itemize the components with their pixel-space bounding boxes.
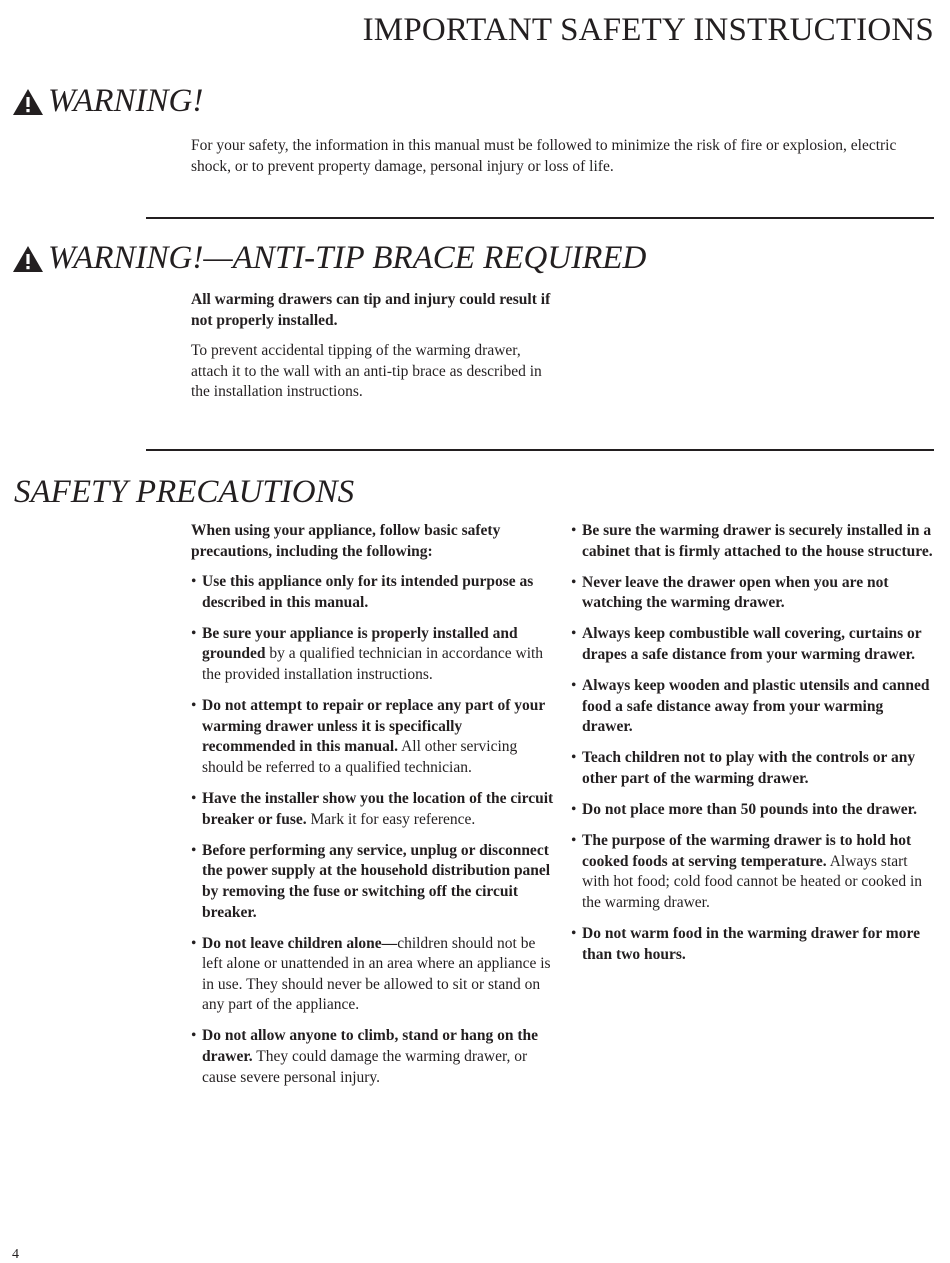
precautions-left-column [191,521,557,1099]
precaution-bold-text: Do not warm food in the warming drawer for more than two hours. [582,925,920,963]
anti-tip-warning-heading [12,240,646,277]
warning-text: For your safety, the information in this manual must be followed to minimize the risk of fire or explosion, electric shock, or to prevent property damage, personal injury or loss of life. [191,137,897,175]
precaution-item [571,831,935,913]
precautions-list-left [191,572,557,1088]
precaution-text: Mark it for easy reference. [306,810,476,828]
precaution-text: by a qualified technician in accordance with the provided installation instructions. [202,645,544,684]
precautions-intro: When using your appliance, follow basic safety precautions, including the following: [191,522,501,560]
precaution-item [191,624,557,686]
precaution-bold-text: Before performing any service, unplug or disconnect the power supply at the household distribution panel by removing the fuse or switching off the circuit breaker. [202,841,551,921]
precaution-item [191,696,557,778]
precaution-bold-text: Always keep wooden and plastic utensils and canned food a safe distance away from your warming drawer. [582,677,930,736]
section-title: SAFETY PRECAUTIONS [14,474,355,510]
anti-tip-warning-body [191,290,561,403]
precaution-text: All other servicing should be referred to a qualified technician. [202,738,518,776]
anti-tip-warning-title: WARNING!—ANTI-TIP BRACE REQUIRED [48,240,647,276]
precaution-text: Always start with hot food; cold food cannot be heated or cooked in the warming drawer. [582,852,923,911]
anti-tip-bold-text: All warming drawers can tip and injury could result if not properly installed. [191,291,551,329]
warning-title: WARNING! [48,83,204,119]
precaution-item [571,800,935,821]
precaution-item [571,521,935,562]
precaution-bold-text: Do not place more than 50 pounds into the drawer. [582,801,917,819]
precaution-bold-text: Use this appliance only for its intended purpose as described in this manual. [202,573,534,611]
precaution-item [571,573,935,614]
precaution-item [191,1026,557,1088]
page-number: 4 [12,1247,19,1262]
precaution-text: They could damage the warming drawer, or cause severe personal injury. [202,1048,528,1086]
warning-triangle-icon [12,88,44,116]
precaution-item [571,924,935,965]
precaution-item [191,789,557,830]
precaution-bold-text: Do not leave children alone— [202,934,398,952]
precautions-right-column [571,521,935,976]
precaution-bold-text: Be sure your appliance is properly installed and grounded [202,624,518,663]
precaution-item [191,934,557,1016]
section-divider [146,217,934,219]
page-title: IMPORTANT SAFETY INSTRUCTIONS [362,12,934,48]
precaution-bold-text: Teach children not to play with the controls or any other part of the warming drawer. [582,749,916,787]
section-divider [146,449,934,451]
precaution-bold-text: Have the installer show you the location of the circuit breaker or fuse. [202,790,554,828]
precaution-item [571,676,935,738]
precaution-bold-text: Be sure the warming drawer is securely installed in a cabinet that is firmly attached to the house structure. [582,522,933,560]
precaution-bold-text: The purpose of the warming drawer is to hold hot cooked foods at serving temperature. [582,832,912,870]
precaution-bold-text: Do not attempt to repair or replace any part of your warming drawer unless it is specifically recommended in this manual. [202,697,545,756]
precaution-item [191,841,557,923]
precaution-text: children should not be left alone or unattended in an area where an appliance is in use. They should never be allowed to sit or stand on any part of the appliance. [202,934,551,1014]
precaution-bold-text: Never leave the drawer open when you are not watching the warming drawer. [582,573,889,612]
precaution-bold-text: Always keep combustible wall covering, curtains or drapes a safe distance from your warming drawer. [582,625,922,663]
precaution-item [571,624,935,665]
warning-heading [12,83,203,120]
precaution-bold-text: Do not allow anyone to climb, stand or hang on the drawer. [202,1027,539,1066]
precaution-item [191,572,557,613]
anti-tip-text: To prevent accidental tipping of the warming drawer, attach it to the wall with an anti-tip brace as described in the installation instructions. [191,342,542,401]
precautions-list-right [571,521,935,965]
warning-triangle-icon [12,245,44,273]
precaution-item [571,748,935,789]
